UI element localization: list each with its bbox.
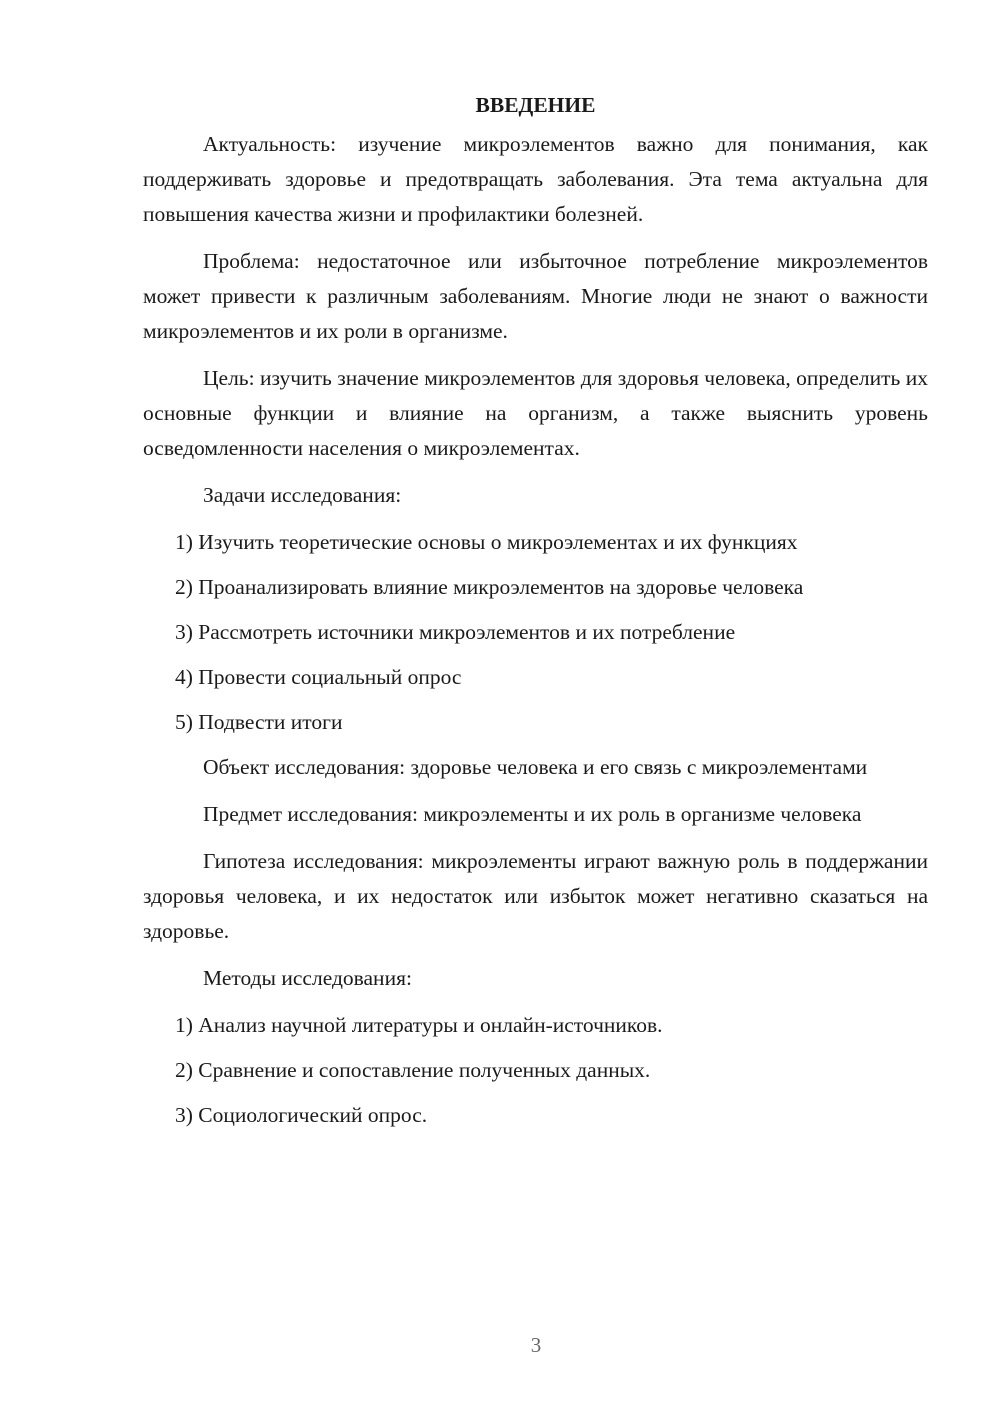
hypothesis-paragraph: Гипотеза исследования: микроэлементы играют важную роль в поддержании здоровья человека, и их недостаток или избыток может негативно сказаться на здоровье. [143, 849, 928, 943]
problem-paragraph: Проблема: недостаточное или избыточное потребление микроэлементов может привести к различным заболеваниям. Многие люди не знают о важности микроэлементов и их роли в организме. [143, 249, 928, 343]
methods-list [143, 1008, 928, 1133]
page-number: 3 [530, 1333, 542, 1357]
task-item: 3) Рассмотреть источники микроэлементов и их потребление [175, 620, 736, 644]
tasks-heading: Задачи исследования: [203, 483, 402, 507]
object-paragraph: Объект исследования: здоровье человека и его связь с микроэлементами [203, 755, 868, 779]
subject-paragraph: Предмет исследования: микроэлементы и их роль в организме человека [203, 802, 862, 826]
page-title: ВВЕДЕНИЕ [475, 93, 596, 117]
task-item: 5) Подвести итоги [175, 710, 343, 734]
document-page [143, 90, 928, 1143]
goal-paragraph: Цель: изучить значение микроэлементов для здоровья человека, определить их основные функции и влияние на организм, а также выяснить уровень осведомленности населения о микроэлементах. [143, 366, 928, 460]
task-item: 4) Провести социальный опрос [175, 665, 462, 689]
task-item: 1) Изучить теоретические основы о микроэлементах и их функциях [175, 530, 798, 554]
methods-heading: Методы исследования: [203, 966, 412, 990]
tasks-list [143, 525, 928, 740]
method-item: 2) Сравнение и сопоставление полученных данных. [175, 1058, 651, 1082]
method-item: 3) Социологический опрос. [175, 1103, 428, 1127]
relevance-paragraph: Актуальность: изучение микроэлементов важно для понимания, как поддерживать здоровье и предотвращать заболевания. Эта тема актуальна для повышения качества жизни и профилактики болезней. [143, 132, 928, 226]
method-item: 1) Анализ научной литературы и онлайн-источников. [175, 1013, 663, 1037]
task-item: 2) Проанализировать влияние микроэлементов на здоровье человека [175, 575, 804, 599]
